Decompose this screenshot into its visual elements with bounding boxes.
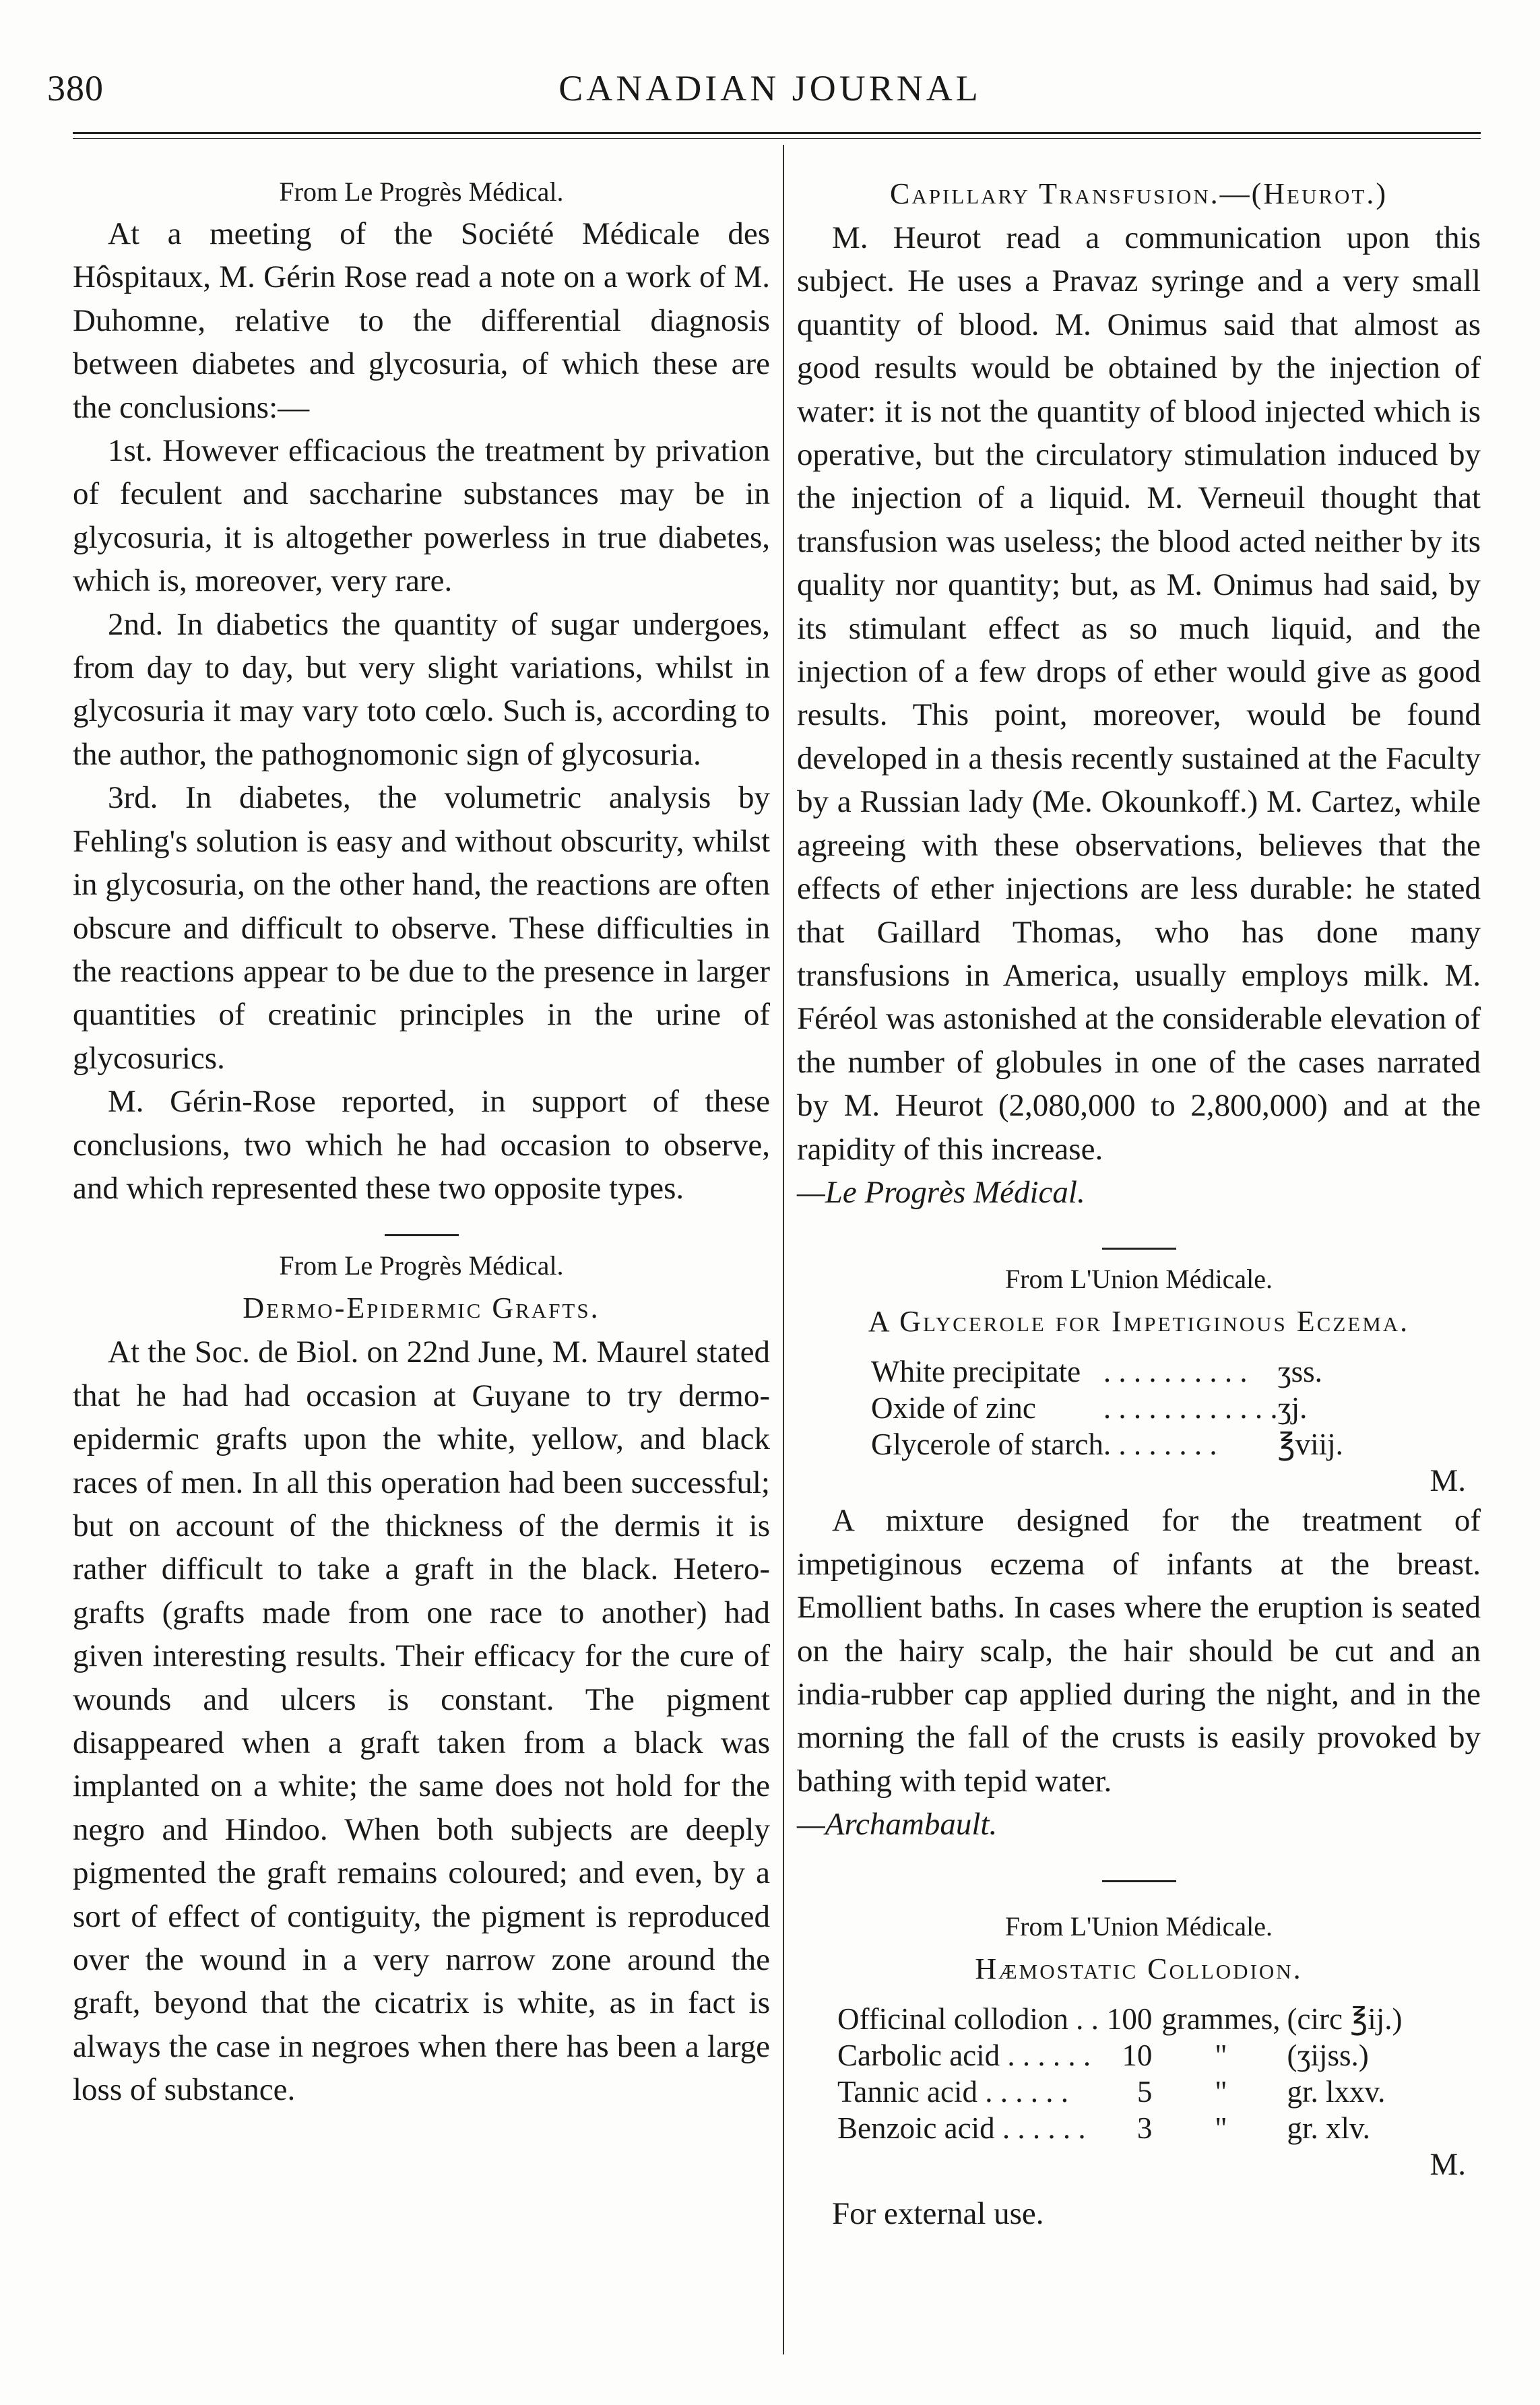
column-divider — [783, 145, 784, 2354]
recipe-row — [837, 2110, 1402, 2146]
recipe-unit: " — [1215, 2074, 1227, 2109]
recipe-qty: ʒj. — [1277, 1391, 1308, 1425]
paragraph: At a meeting of the Société Médicale des Hôspitaux, M. Gérin Rose read a note on a work of M. Duhomne, relative to the differential diagnosis between diabetes and glycosuria, of which these are the conclusions:— — [73, 216, 770, 425]
running-head: CANADIAN JOURNAL — [558, 68, 982, 108]
article-title: A Glycerole for Impetiginous Eczema. — [868, 1305, 1410, 1339]
recipe-approx: gr. lxxv. — [1287, 2074, 1386, 2109]
recipe-unit: grammes, — [1161, 2001, 1281, 2036]
article-collodion — [797, 1906, 1481, 2235]
recipe-item: Benzoic acid . . . . . . — [837, 2111, 1086, 2145]
recipe-table — [871, 1353, 1343, 1463]
recipe-row — [837, 2074, 1402, 2110]
article-transfusion — [797, 172, 1481, 1214]
recipe-row — [871, 1426, 1343, 1463]
attribution: —Le Progrès Médical. — [797, 1174, 1085, 1210]
source-line: From L'Union Médicale. — [1004, 1911, 1273, 1942]
leader-dots: . . . . . . . . . . — [1103, 1355, 1248, 1389]
recipe-item: Oxide of zinc — [871, 1391, 1036, 1425]
leader-dots: . . . . . . . . — [1103, 1428, 1217, 1462]
recipe-unit: " — [1215, 2111, 1227, 2145]
recipe-approx: (ʒijss.) — [1287, 2038, 1369, 2072]
article-title: Hæmostatic Collodion. — [975, 1952, 1303, 1985]
paragraph: At the Soc. de Biol. on 22nd June, M. Maurel stated that he had had occasion at Guyane to try dermo-epidermic grafts upon the white, yellow, and black races of men. In all this operation had been successful; but on account of the thickness of the dermis it is rather difficult to take a graft in the black. Hetero-grafts (grafts made from one race to another) had given interesting results. Their efficacy for the cure of wounds and ulcers is constant. The pigment disappeared when a graft taken from a black was implanted on a white; the same does not hold for the negro and Hindoo. When both subjects are deeply pigmented the graft remains coloured; and even, by a sort of effect of contiguity, the pigment is reproduced over the wound in a very narrow zone around the graft, beyond that the cicatrix is white, as in fact is always the case in negroes when there has been a large loss of substance. — [73, 1335, 770, 2108]
usage-note: For external use. — [832, 2195, 1044, 2231]
recipe-qty: 100 — [1106, 2001, 1153, 2036]
page-number: 380 — [47, 68, 104, 108]
article-diabetes — [73, 172, 770, 1210]
signature: M. — [1430, 2146, 1466, 2182]
article-glycerole — [797, 1259, 1481, 1846]
recipe-item: Carbolic acid . . . . . . — [837, 2038, 1091, 2072]
attribution: —Archambault. — [797, 1807, 998, 1842]
paragraph: A mixture designed for the treatment of impetiginous eczema of infants at the breast. Emollient baths. In cases where the eruption is seated on the hairy scalp, the hair should be cut and an india-rubber cap applied during the night, and in the morning the fall of the crusts is easily provoked by bathing with tepid water. — [797, 1503, 1481, 1799]
paragraph: M. Gérin-Rose reported, in support of these conclusions, two which he had occasion to observe, and which represented these two opposite types. — [73, 1084, 770, 1206]
source-line: From Le Progrès Médical. — [279, 1250, 564, 1281]
recipe-qty: 10 — [1122, 2038, 1153, 2072]
recipe-qty: 5 — [1136, 2074, 1153, 2109]
left-column — [73, 172, 770, 2112]
recipe-item: Officinal collodion . . — [837, 2001, 1099, 2036]
source-line: From Le Progrès Médical. — [279, 177, 564, 207]
recipe-row — [871, 1353, 1343, 1390]
source-line: From L'Union Médicale. — [1004, 1264, 1273, 1295]
recipe-item: White precipitate — [871, 1355, 1081, 1389]
article-grafts — [73, 1246, 770, 2111]
recipe-row — [871, 1390, 1343, 1426]
article-title: Dermo-Epidermic Grafts. — [243, 1291, 600, 1325]
recipe-qty: ℥viij. — [1277, 1428, 1343, 1462]
recipe-row — [837, 2001, 1402, 2037]
recipe-unit: " — [1215, 2038, 1227, 2072]
leader-dots: . . . . . . . . . . . . — [1103, 1391, 1278, 1425]
recipe-approx: (circ ℥ij.) — [1287, 2001, 1403, 2036]
paragraph: M. Heurot read a communication upon this subject. He uses a Pravaz syringe and a very small quantity of blood. M. Onimus said that almost as good results would be obtained by the injection of water: it is not the quantity of blood injected which is operative, but the circulatory stimulation induced by the injection of a liquid. M. Verneuil thought that transfusion was useless; the blood acted neither by its quality nor quantity; but, as M. Onimus had said, by its stimulant effect as so much liquid, and the injection of a few drops of ether would give as good results. This point, moreover, would be found developed in a thesis recently sustained at the Faculty by a Russian lady (Me. Okounkoff.) M. Cartez, while agreeing with these observations, believes that the effects of ether injections are less durable: he stated that Gaillard Thomas, who has done many transfusions in America, usually employs milk. M. Féréol was astonished at the considerable elevation of the number of globules in one of the cases narrated by M. Heurot (2,080,000 to 2,800,000) and at the rapidity of this increase. — [797, 220, 1481, 1167]
article-title: Capillary Transfusion.—(Heurot.) — [889, 177, 1388, 210]
recipe-item: Glycerole of starch — [871, 1428, 1103, 1462]
recipe-qty: ʒss. — [1277, 1355, 1322, 1389]
recipe-approx: gr. xlv. — [1287, 2111, 1370, 2145]
header-rule — [73, 132, 1481, 139]
paragraph: 2nd. In diabetics the quantity of sugar undergoes, from day to day, but very slight variations, whilst in glycosuria it may vary toto cœlo. Such is, according to the author, the pathognomonic sign of glycosuria. — [73, 606, 770, 772]
right-column — [797, 172, 1481, 2235]
recipe-row — [837, 2037, 1402, 2074]
paragraph: 3rd. In diabetes, the volumetric analysis by Fehling's solution is easy and without obscurity, whilst in glycosuria, on the other hand, the reactions are often obscure and difficult to observe. These difficulties in the reactions appear to be due to the presence in larger quantities of creatinic principles in the urine of glycosurics. — [73, 780, 770, 1076]
recipe-table — [837, 2001, 1402, 2146]
recipe-qty: 3 — [1136, 2111, 1153, 2145]
signature: M. — [1430, 1463, 1466, 1499]
paragraph: 1st. However efficacious the treatment by privation of feculent and saccharine substances may be in glycosuria, it is altogether powerless in true diabetes, which is, moreover, very rare. — [73, 433, 770, 599]
recipe-item: Tannic acid . . . . . . — [837, 2074, 1068, 2109]
